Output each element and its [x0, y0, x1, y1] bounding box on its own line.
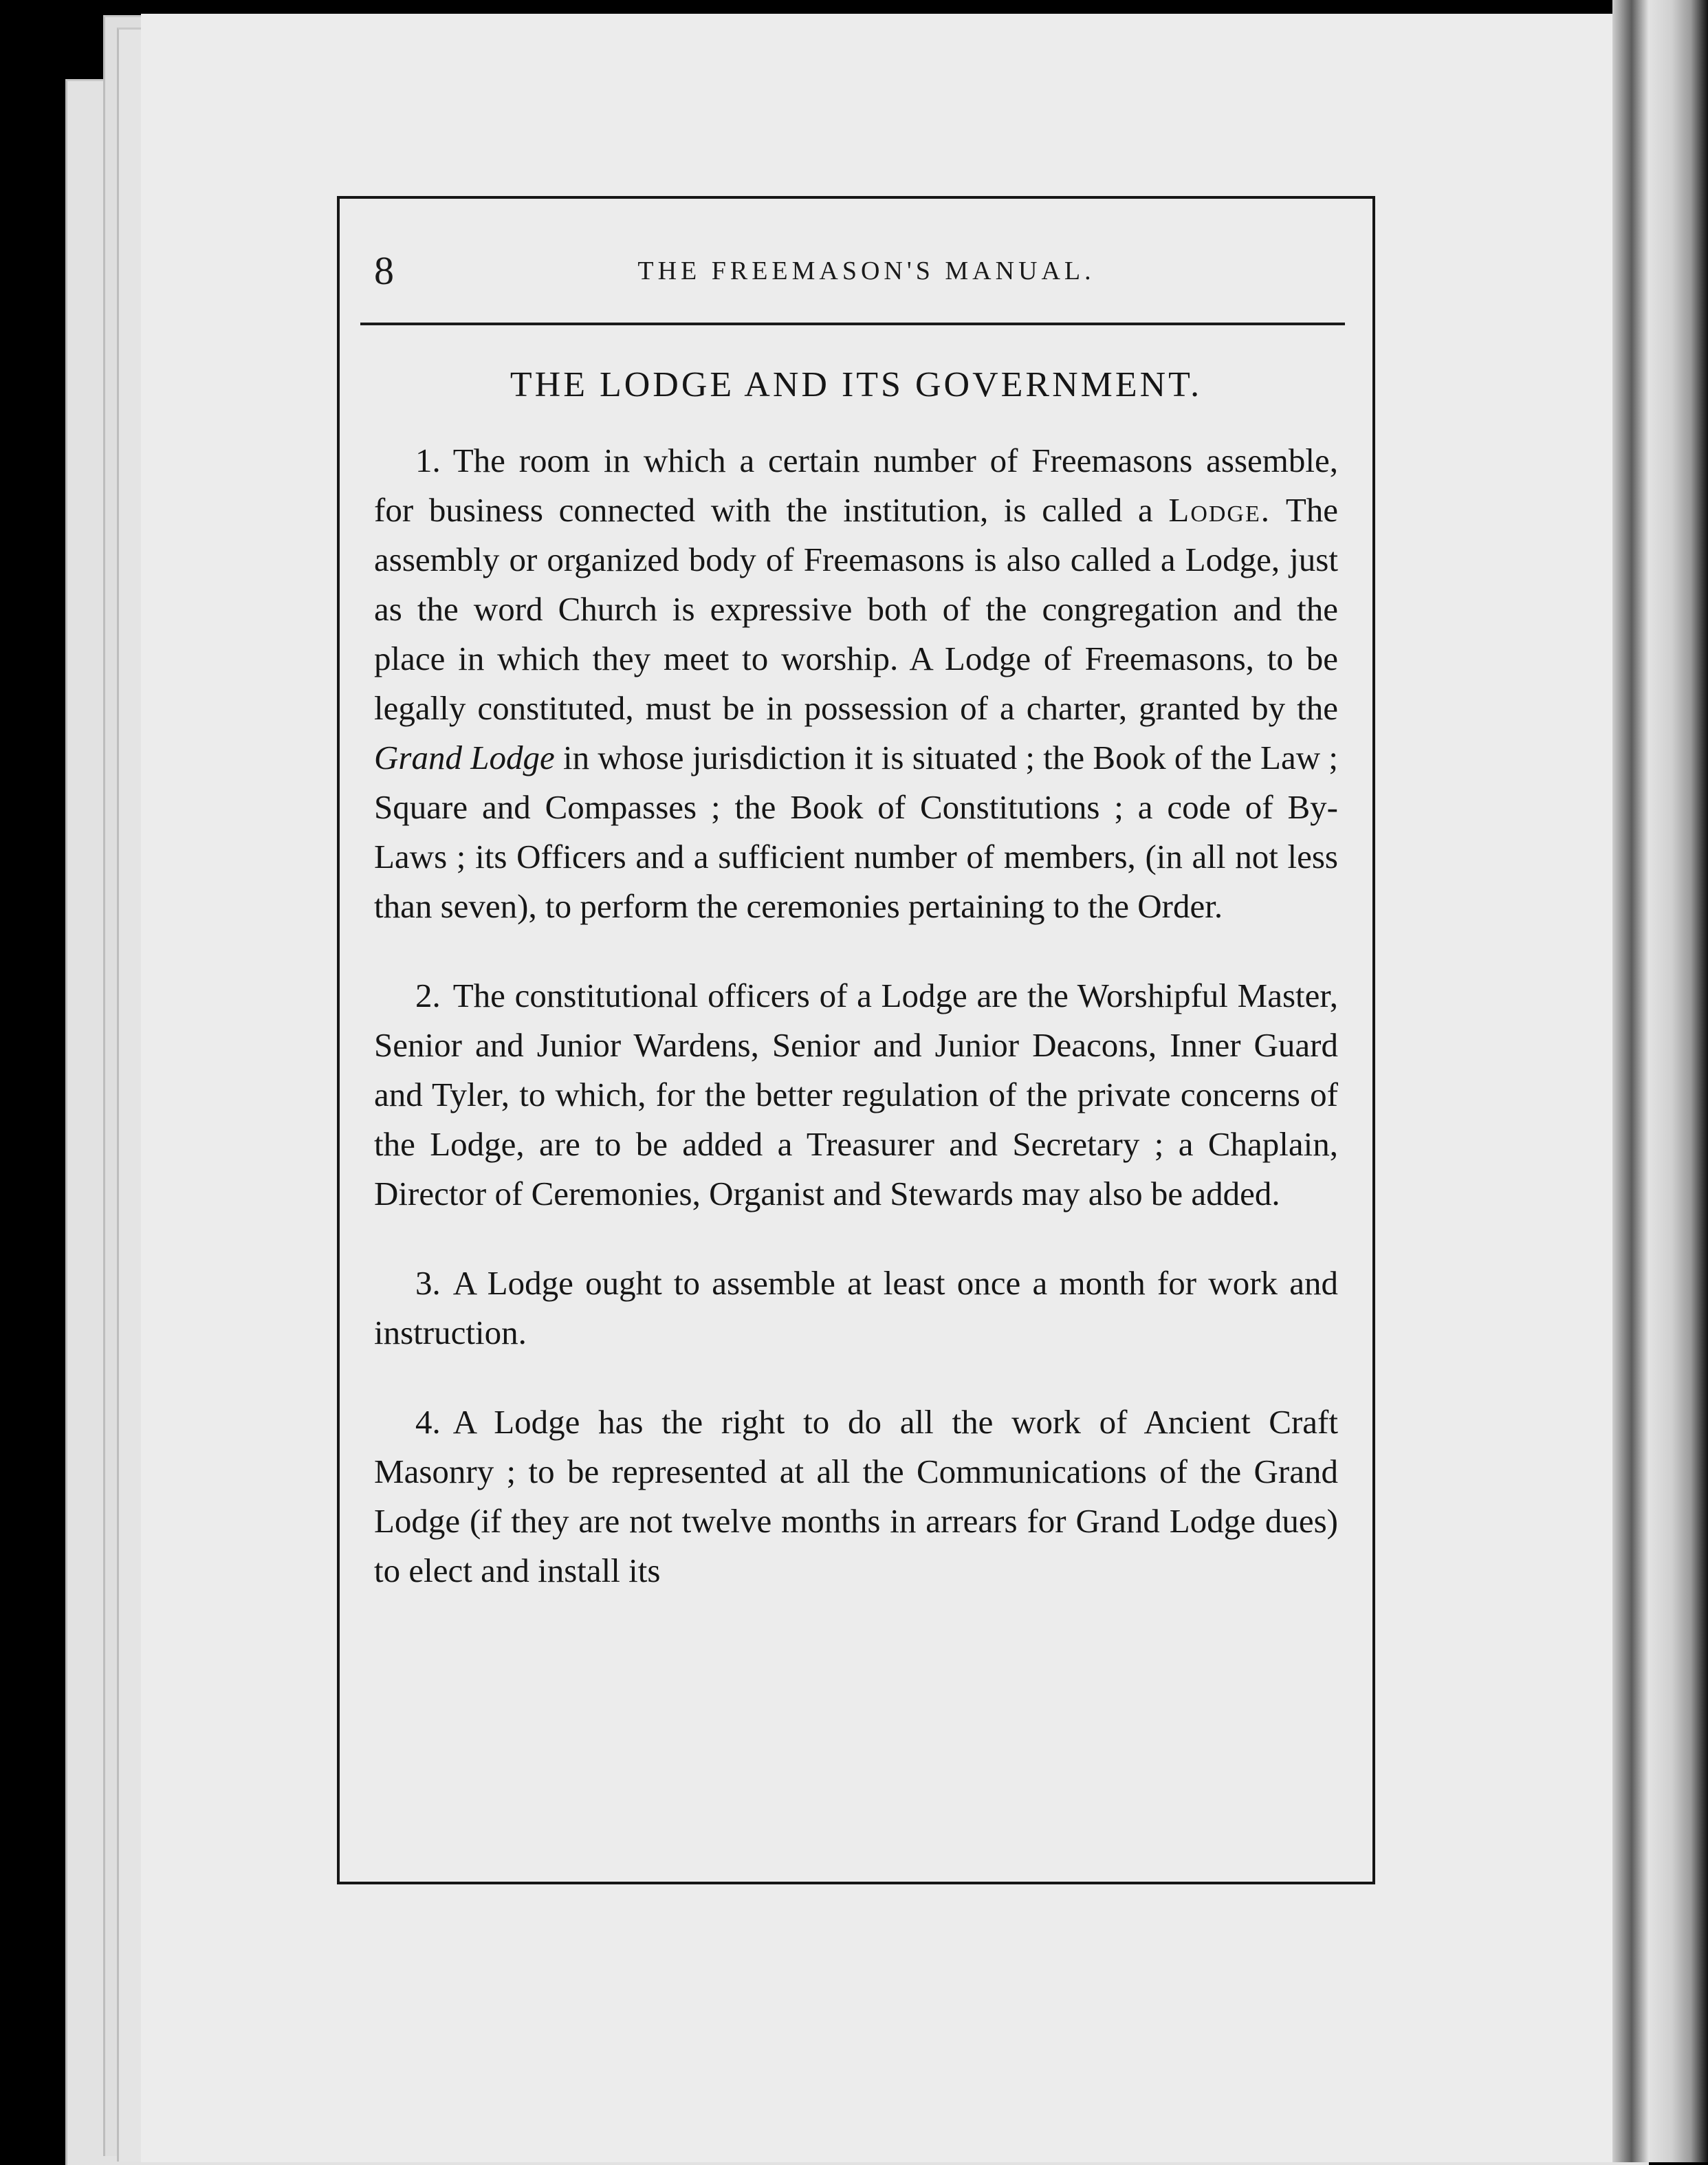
paragraph-emphasis: Grand Lodge: [374, 739, 555, 776]
page-number: 8: [374, 248, 394, 293]
header-rule: [360, 323, 1345, 325]
page-body: [374, 360, 1338, 1635]
paragraph-text: A Lodge ought to assemble at least once a month for work and instruction.: [374, 1264, 1338, 1351]
paragraph-text: The assembly or organized body of Freemasons is also called a Lodge, just as the word Church is expressive both of the congregation and the place in which they meet to worship. A Lodge of Freemasons, to be legally constituted, must be in possession of a charter, granted by the: [374, 491, 1338, 727]
paragraph-number: 3.: [415, 1264, 441, 1302]
paragraph-4: [374, 1397, 1338, 1596]
text-frame: [337, 196, 1375, 1884]
page-header: [374, 240, 1338, 302]
paragraph-number: 2.: [415, 977, 441, 1014]
book-gutter: [1612, 0, 1708, 2162]
paragraph-number: 1.: [415, 442, 441, 479]
running-head: THE FREEMASON'S MANUAL.: [637, 257, 1095, 285]
paragraph-1: [374, 436, 1338, 931]
paragraph-2: [374, 971, 1338, 1219]
paragraph-text: A Lodge has the right to do all the work of Ancient Craft Masonry ; to be represented at all the Communications of the Grand Lodge (if they are not twelve months in arrears for Grand Lodge dues) to elect and install its: [374, 1403, 1338, 1589]
paragraph-3: [374, 1259, 1338, 1358]
paragraph-text: The constitutional officers of a Lodge are the Worshipful Master, Senior and Junior Wardens, Senior and Junior Deacons, Inner Guard and Tyler, to which, for the better regulation of the private concerns of the Lodge, are to be added a Treasurer and Secretary ; a Chaplain, Director of Ceremonies, Organist and Stewards may also be added.: [374, 977, 1338, 1212]
paragraph-text: in whose jurisdiction it is situated ; the Book of the Law ; Square and Compasses ; the Book of Constitutions ; a code of By-Laws ; its Officers and a sufficient number of members, (in all not less than seven), to perform the ceremonies pertaining to the Order.: [374, 739, 1338, 925]
chapter-title: THE LODGE AND ITS GOVERNMENT.: [510, 365, 1203, 404]
paragraph-term: Lodge.: [1168, 491, 1271, 529]
paragraph-text: The room in which a certain number of Freemasons assemble, for business connected with the institution, is called a: [374, 442, 1338, 529]
paragraph-number: 4.: [415, 1403, 441, 1441]
